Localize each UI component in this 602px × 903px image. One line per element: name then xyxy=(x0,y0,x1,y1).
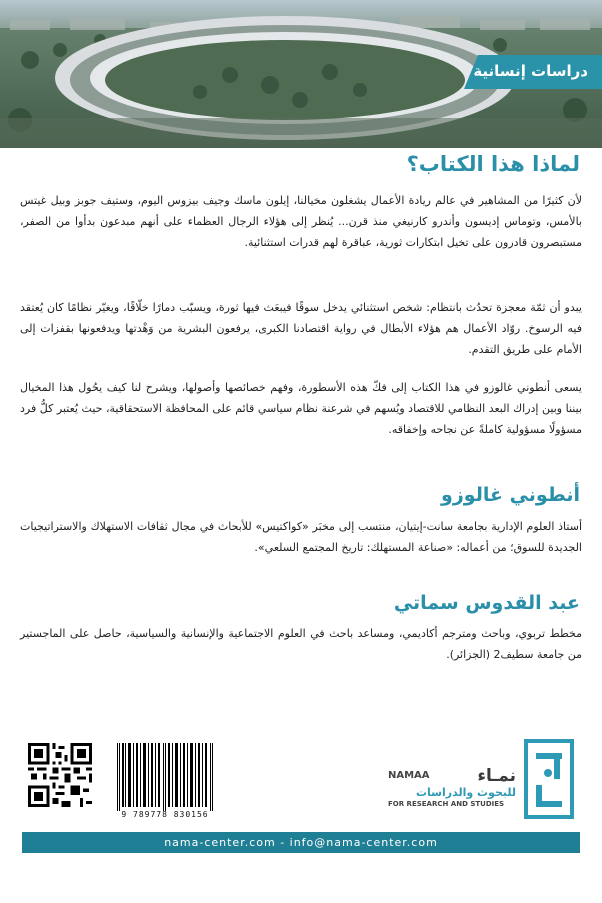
publisher-tagline-ar: للبحوث والدراسات xyxy=(415,786,516,799)
why-paragraph-2: يبدو أن ثمّة معجزة تحدُث بانتظام: شخص استثنائي يدخل سوقًا فيبعَث فيها ثورة، ويسبّب دمارًا خلّاقًا، ويغيّر نظامًا كان يُعتقد فيه الرسوخ. روّاد الأعمال هم هؤلاء الأبطال في رواية اقتصادنا الكبرى، يرفعون البشرية من وَهْدتها ويدفعونها بقفزات إلى الأمام على طريق التقدم. xyxy=(20,301,582,356)
translator-bio: مخطط تربوي، وباحث ومترجم أكاديمي، ومساعد باحث في العلوم الاجتماعية والإنسانية والسياسية، حاصل على الماجستير من جامعة سطيف2 (الجزائر). xyxy=(20,627,582,661)
why-paragraph-1: لأن كثيرًا من المشاهير في عالم ريادة الأعمال يشغلون مخيالنا، إيلون ماسك وجيف بيزوس اليوم، وستيف جوبز وبيل غيتس بالأمس، وتوماس إديسون وأندرو كارنيغي منذ قرن... يُنظر إلى هؤلاء الرجال العظماء على أنهم مبدعون بدأوا من الصفر، مستبصرون قادرون على تخيل ابتكارات ثورية، عباقرة لهم قدرات استثنائية. xyxy=(20,194,582,249)
translator-name: عبد القدوس سماتي xyxy=(393,592,580,614)
publisher-name-ar: نمـاء xyxy=(477,766,516,786)
series-ribbon xyxy=(464,55,602,89)
isbn-number: 9 789778 830156 xyxy=(121,810,209,819)
publisher-tagline-en: FOR RESEARCH AND STUDIES xyxy=(388,800,505,808)
publisher-logo-icon xyxy=(524,739,574,819)
series-label: دراسات إنسانية xyxy=(473,62,588,80)
contact-footer: nama-center.com - info@nama-center.com xyxy=(22,832,580,853)
author-name: أنطوني غالوزو xyxy=(441,484,580,506)
why-heading: لماذا هذا الكتاب؟ xyxy=(406,152,580,176)
why-paragraph-3: يسعى أنطوني غالوزو في هذا الكتاب إلى فكّ هذه الأسطورة، وفهم خصائصها وأصولها، ويشرح لنا كيف يحُول هذا المخيال بيننا وبين إدراك البعد النظامي للاقتصاد ويُسهم في شرعنة نظام سياسي قائم على المحافظة الاستحقاقية، حيث يُعتبر كلُّ فرد مسؤولًا مسؤولية كاملةً عن نجاحه وإخفاقه. xyxy=(20,381,582,436)
author-bio: أستاذ العلوم الإدارية بجامعة سانت-إيتيان، منتسب إلى مخبَر «كواكتيس» للأبحاث في مجال ثقافات الاستهلاك والاستراتيجيات الجديدة للسوق؛ من أعماله: «صناعة المستهلك: تاريخ المجتمع السلعي». xyxy=(20,520,582,554)
publisher-name-en: NAMAA xyxy=(388,770,430,781)
qr-code xyxy=(28,743,92,807)
isbn-barcode xyxy=(115,743,215,811)
